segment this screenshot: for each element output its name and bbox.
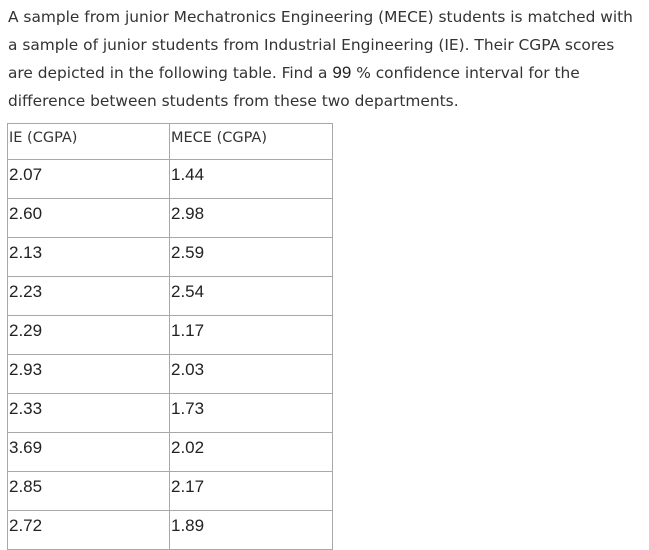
ie-cgpa-cell: 2.33 — [8, 394, 170, 433]
table-row — [8, 472, 333, 511]
table-row — [8, 433, 333, 472]
confidence-level: 99 — [332, 63, 352, 82]
cgpa-table — [7, 123, 333, 550]
table-row — [8, 394, 333, 433]
table-row — [8, 355, 333, 394]
table-row — [8, 316, 333, 355]
ie-cgpa-cell: 2.72 — [8, 511, 170, 550]
mece-cgpa-cell: 2.03 — [170, 355, 333, 394]
ie-cgpa-cell: 2.85 — [8, 472, 170, 511]
table-row — [8, 511, 333, 550]
mece-cgpa-cell: 1.17 — [170, 316, 333, 355]
mece-cgpa-cell: 2.98 — [170, 199, 333, 238]
problem-text-before: A sample from junior Mechatronics Engineering (MECE) students is matched with a sample of junior students from Industrial Engineering (IE). Their CGPA scores are depicted in the following table. Find a — [8, 8, 633, 82]
ie-cgpa-cell: 2.93 — [8, 355, 170, 394]
table-row — [8, 238, 333, 277]
mece-cgpa-cell: 2.59 — [170, 238, 333, 277]
ie-cgpa-cell: 2.29 — [8, 316, 170, 355]
mece-cgpa-cell: 1.89 — [170, 511, 333, 550]
ie-cgpa-cell: 2.60 — [8, 199, 170, 238]
problem-text-after: % confidence interval for the difference between students from these two departments. — [8, 64, 580, 110]
ie-cgpa-cell: 2.23 — [8, 277, 170, 316]
ie-column-header: IE (CGPA) — [8, 124, 170, 160]
header-row — [8, 124, 333, 160]
ie-cgpa-cell: 2.07 — [8, 160, 170, 199]
table-row — [8, 160, 333, 199]
table-row — [8, 199, 333, 238]
mece-cgpa-cell: 2.17 — [170, 472, 333, 511]
mece-cgpa-cell: 1.44 — [170, 160, 333, 199]
mece-cgpa-cell: 1.73 — [170, 394, 333, 433]
ie-cgpa-cell: 2.13 — [8, 238, 170, 277]
problem-statement — [8, 3, 644, 115]
mece-cgpa-cell: 2.54 — [170, 277, 333, 316]
mece-cgpa-cell: 2.02 — [170, 433, 333, 472]
ie-cgpa-cell: 3.69 — [8, 433, 170, 472]
table-row — [8, 277, 333, 316]
mece-column-header: MECE (CGPA) — [170, 124, 333, 160]
